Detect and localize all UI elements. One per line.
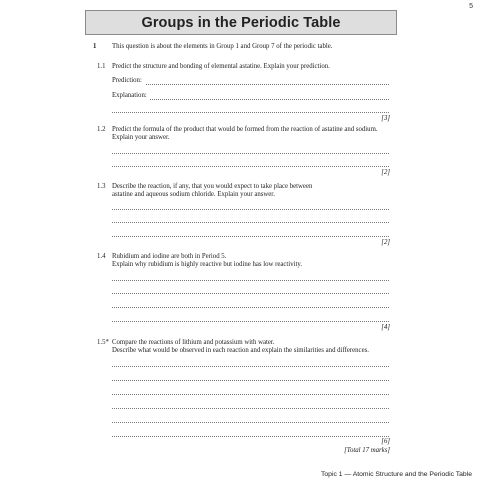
prediction-answer-line[interactable] bbox=[146, 84, 389, 85]
part-1-4-number: 1.4 bbox=[97, 253, 106, 260]
explanation-label: Explanation: bbox=[112, 92, 147, 99]
part-1-2-number: 1.2 bbox=[97, 126, 106, 133]
marks-1-1: [3] bbox=[381, 115, 390, 122]
question-intro: This question is about the elements in Group 1 and Group 7 of the periodic table. bbox=[112, 43, 333, 50]
marks-1-5: [6] bbox=[381, 438, 390, 445]
page-number: 5 bbox=[469, 3, 473, 10]
answer-line[interactable] bbox=[112, 153, 389, 154]
part-1-1-text: Predict the structure and bonding of elemental astatine. Explain your prediction. bbox=[112, 63, 330, 70]
part-1-4-text-line-2: Explain why rubidium is highly reactive but iodine has low reactivity. bbox=[112, 261, 303, 268]
answer-line[interactable] bbox=[112, 422, 389, 423]
answer-line[interactable] bbox=[112, 408, 389, 409]
question-number: 1 bbox=[93, 43, 97, 50]
answer-line[interactable] bbox=[112, 222, 389, 223]
answer-line[interactable] bbox=[112, 307, 389, 308]
page-footer: Topic 1 — Atomic Structure and the Periodic Table bbox=[321, 471, 472, 478]
answer-line[interactable] bbox=[112, 236, 389, 237]
answer-line[interactable] bbox=[112, 209, 389, 210]
marks-1-3: [2] bbox=[381, 239, 390, 246]
marks-1-4: [4] bbox=[381, 324, 390, 331]
total-marks: [Total 17 marks] bbox=[344, 447, 390, 454]
title-banner bbox=[85, 10, 397, 35]
answer-line[interactable] bbox=[112, 112, 389, 113]
part-1-2-text-line-2: Explain your answer. bbox=[112, 134, 170, 141]
part-1-1-number: 1.1 bbox=[97, 63, 106, 70]
part-1-3-number: 1.3 bbox=[97, 183, 106, 190]
answer-line[interactable] bbox=[112, 436, 389, 437]
answer-line[interactable] bbox=[112, 394, 389, 395]
answer-line[interactable] bbox=[112, 321, 389, 322]
part-1-5-text-line-1: Compare the reactions of lithium and potassium with water. bbox=[112, 339, 275, 346]
part-1-3-text-line-2: astatine and aqueous sodium chloride. Explain your answer. bbox=[112, 191, 275, 198]
marks-1-2: [2] bbox=[381, 169, 390, 176]
answer-line[interactable] bbox=[112, 166, 389, 167]
part-1-2-text-line-1: Predict the formula of the product that would be formed from the reaction of astatine and sodium. bbox=[112, 126, 378, 133]
explanation-answer-line[interactable] bbox=[150, 99, 389, 100]
prediction-label: Prediction: bbox=[112, 77, 142, 84]
page-title: Groups in the Periodic Table bbox=[141, 14, 341, 31]
answer-line[interactable] bbox=[112, 280, 389, 281]
answer-line[interactable] bbox=[112, 293, 389, 294]
part-1-5-text-line-2: Describe what would be observed in each reaction and explain the similarities and differences. bbox=[112, 347, 369, 354]
answer-line[interactable] bbox=[112, 366, 389, 367]
answer-line[interactable] bbox=[112, 380, 389, 381]
part-1-5-number: 1.5* bbox=[97, 339, 109, 346]
part-1-4-text-line-1: Rubidium and iodine are both in Period 5. bbox=[112, 253, 227, 260]
part-1-3-text-line-1: Describe the reaction, if any, that you would expect to take place between bbox=[112, 183, 313, 190]
